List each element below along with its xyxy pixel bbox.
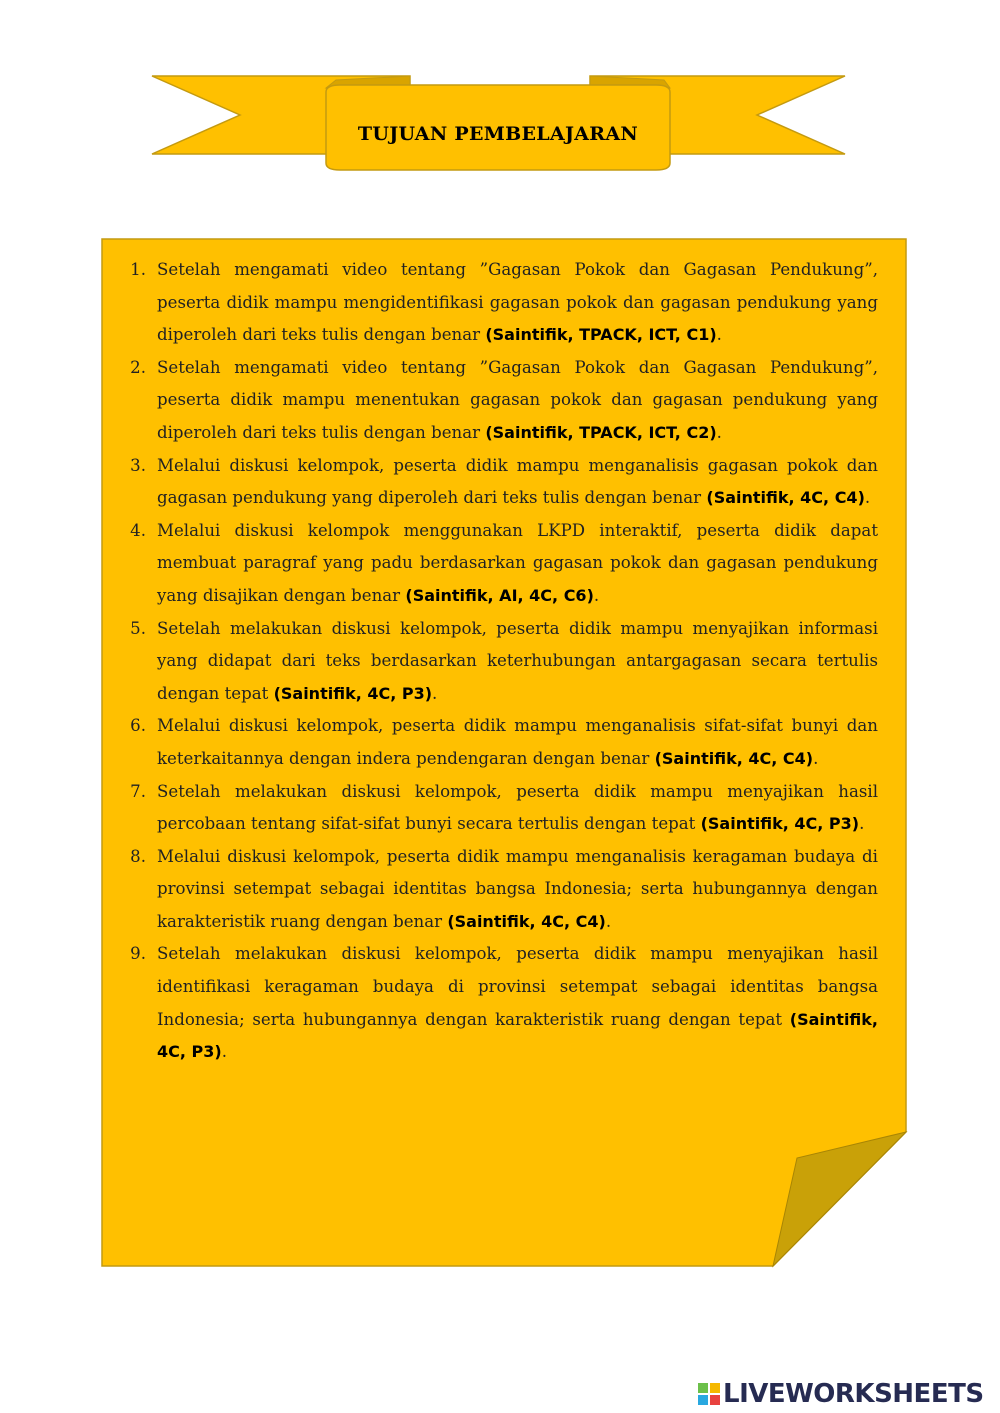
item-number: 9.	[130, 944, 146, 964]
list-item	[120, 254, 878, 352]
list-item	[120, 841, 878, 939]
item-number: 4.	[130, 520, 146, 540]
item-end: .	[864, 488, 871, 508]
item-tag: (Saintifik, 4C, P3)	[273, 683, 433, 703]
list-item	[120, 613, 878, 711]
item-number: 6.	[130, 716, 146, 736]
item-end: .	[221, 1042, 227, 1062]
list-item	[120, 515, 878, 613]
item-end: .	[716, 422, 722, 442]
item-end: .	[432, 683, 438, 703]
item-text: Melalui diskusi kelompok menggunakan LKPD interaktif, peserta didik dapat membuat paragraf yang padu berdasarkan gagasan pokok dan gagasan pendukung yang disajikan dengan benar	[157, 520, 878, 605]
liveworksheets-logo-icon	[698, 1383, 720, 1405]
item-number: 7.	[130, 781, 146, 801]
item-tag: (Saintifik, TPACK, ICT, C1)	[485, 325, 717, 345]
item-end: .	[716, 325, 722, 345]
item-text: Setelah melakukan diskusi kelompok, peserta didik mampu menyajikan hasil identifikasi keragaman budaya di provinsi setempat sebagai identitas bangsa Indonesia; serta hubungannya dengan karakteristik ruang dengan tepat	[157, 944, 878, 1029]
list-item	[120, 450, 878, 515]
brand-name: LIVEWORKSHEETS	[723, 1379, 984, 1409]
item-tag: (Saintifik, 4C, P3)	[157, 1009, 878, 1062]
item-text: Melalui diskusi kelompok, peserta didik mampu menganalisis gagasan pokok dan gagasan pendukung yang diperoleh dari teks tulis dengan benar	[157, 455, 878, 508]
item-end: .	[605, 911, 612, 931]
item-tag: (Saintifik, 4C, C4)	[654, 748, 814, 768]
item-tag: (Saintifik, 4C, C4)	[706, 488, 865, 508]
item-number: 3.	[130, 455, 146, 475]
item-number: 8.	[130, 846, 146, 866]
item-text: Setelah mengamati video tentang ”Gagasan Pokok dan Gagasan Pendukung”, peserta didik mampu mengidentifikasi gagasan pokok dan gagasan pendukung yang diperoleh dari teks tulis dengan benar	[157, 260, 878, 345]
item-text: Setelah melakukan diskusi kelompok, peserta didik mampu menyajikan informasi yang didapat dari teks berdasarkan keterhubungan antargagasan secara tertulis dengan tepat	[157, 618, 878, 703]
item-end: .	[859, 814, 865, 834]
list-item	[120, 352, 878, 450]
item-tag: (Saintifik, 4C, P3)	[700, 814, 860, 834]
item-end: .	[813, 748, 819, 768]
item-number: 2.	[130, 357, 146, 377]
item-text: Setelah melakukan diskusi kelompok, peserta didik mampu menyajikan hasil percobaan tentang sifat-sifat bunyi secara tertulis dengan tepat	[157, 781, 878, 834]
learning-objectives-list	[120, 254, 878, 1069]
list-item	[120, 710, 878, 775]
list-item	[120, 938, 878, 1068]
item-text: Melalui diskusi kelompok, peserta didik mampu menganalisis keragaman budaya di provinsi setempat sebagai identitas bangsa Indonesia; serta hubungannya dengan karakteristik ruang dengan benar	[157, 846, 878, 931]
item-text: Melalui diskusi kelompok, peserta didik mampu menganalisis sifat-sifat bunyi dan keterkaitannya dengan indera pendengaran dengan benar	[157, 716, 878, 768]
item-end: .	[593, 585, 600, 605]
item-tag: (Saintifik, 4C, C4)	[447, 911, 606, 931]
liveworksheets-brand[interactable]	[698, 1376, 984, 1412]
item-number: 5.	[130, 618, 146, 638]
item-number: 1.	[130, 260, 146, 279]
item-tag: (Saintifik, TPACK, ICT, C2)	[485, 422, 717, 442]
list-item	[120, 776, 878, 841]
item-text: Setelah mengamati video tentang ”Gagasan Pokok dan Gagasan Pendukung”, peserta didik mampu menentukan gagasan pokok dan gagasan pendukung yang diperoleh dari teks tulis dengan benar	[157, 357, 878, 442]
item-tag: (Saintifik, AI, 4C, C6)	[405, 585, 594, 605]
page-title: TUJUAN PEMBELAJARAN	[357, 123, 639, 145]
